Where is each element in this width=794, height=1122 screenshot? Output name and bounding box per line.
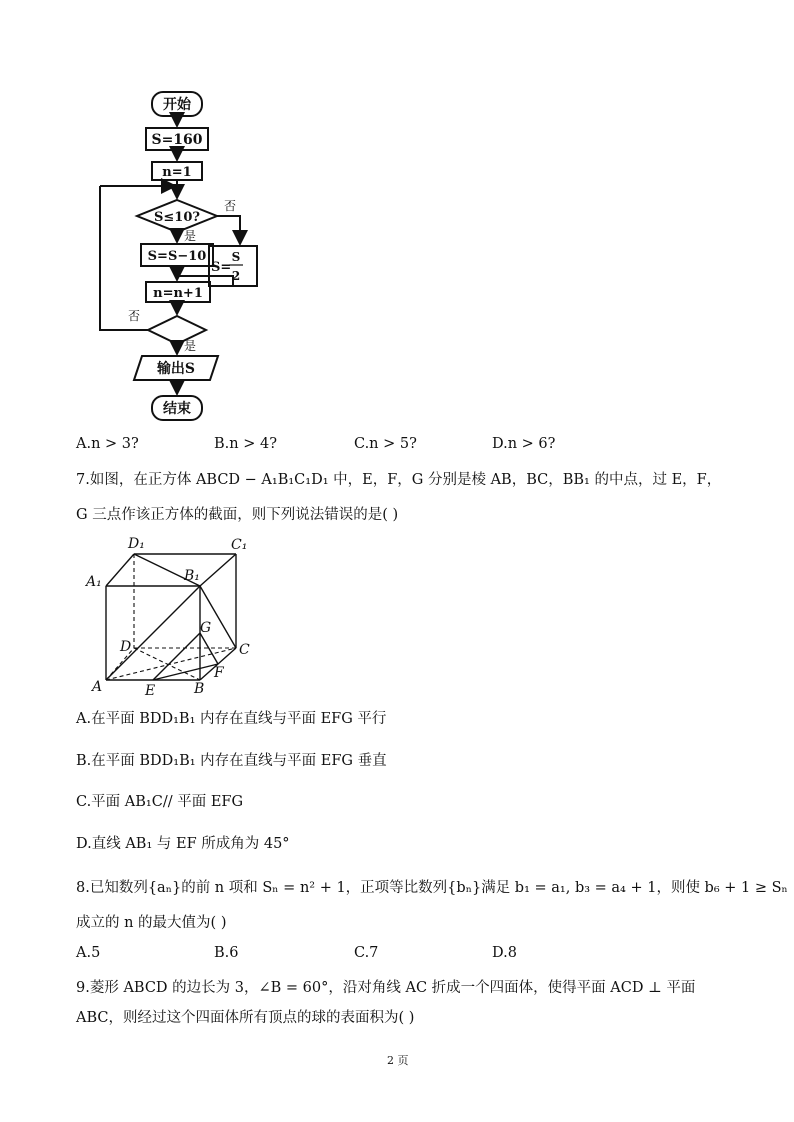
q6-option-b: B.n > 4? <box>214 436 277 452</box>
start-label: 开始 <box>163 97 191 113</box>
label-a: A <box>92 679 103 695</box>
label-a1: A₁ <box>86 574 102 590</box>
label-b1: B₁ <box>184 568 200 584</box>
q8-option-c: C.7 <box>354 945 379 961</box>
proc-div-den: 2 <box>231 269 241 283</box>
init-n-label: n=1 <box>162 165 192 180</box>
diag-a-b1 <box>106 586 200 680</box>
inc-label: n=n+1 <box>153 286 203 301</box>
q7-option-a: A.在平面 BDD₁B₁ 内存在直线与平面 EFG 平行 <box>76 711 387 727</box>
yes1-label: 是 <box>184 229 197 243</box>
proc-div-left: S= <box>211 260 232 275</box>
q9-stem-line1: 9.菱形 ABCD 的边长为 3，∠B = 60°，沿对角线 AC 折成一个四面体，使得平面 ACD ⊥ 平面 <box>76 980 696 996</box>
q7-stem-line2: G 三点作该正方体的截面，则下列说法错误的是( ) <box>76 507 399 523</box>
q7-option-b: B.在平面 BDD₁B₁ 内存在直线与平面 EFG 垂直 <box>76 753 387 769</box>
flowchart <box>90 86 260 426</box>
q6-option-a: A.n > 3? <box>76 436 139 452</box>
seg-e-g <box>153 633 200 680</box>
init-s-label: S=160 <box>151 132 203 148</box>
q8-option-b: B.6 <box>214 945 239 961</box>
end-label: 结束 <box>163 401 191 417</box>
output-label: 输出S <box>156 361 196 377</box>
seg-g-f <box>200 633 218 664</box>
q6-option-c: C.n > 5? <box>354 436 417 452</box>
q8-option-d: D.8 <box>492 945 517 961</box>
diag-d-b <box>134 648 200 680</box>
q7-option-c: C.平面 AB₁C// 平面 EFG <box>76 794 244 810</box>
yes2-label: 是 <box>184 339 197 353</box>
label-d: D <box>120 639 132 655</box>
q7-stem-line1: 7.如图，在正方体 ABCD − A₁B₁C₁D₁ 中，E，F，G 分别是棱 AB，BC，BB₁ 的中点，过 E，F， <box>76 472 722 488</box>
proc-div-num: S <box>231 250 241 264</box>
label-c: C <box>239 642 250 658</box>
edge-c1-b1 <box>200 554 236 586</box>
q8-stem-line2: 成立的 n 的最大值为( ) <box>76 915 227 931</box>
page-number: 2 页 <box>387 1054 409 1067</box>
cond1-label: S≤10? <box>154 210 200 225</box>
label-g: G <box>200 620 212 636</box>
label-c1: C₁ <box>231 537 248 553</box>
cube-figure <box>84 534 254 698</box>
q8-option-a: A.5 <box>76 945 101 961</box>
label-d1: D₁ <box>128 536 145 552</box>
proc-sub-label: S=S−10 <box>147 249 207 264</box>
label-b: B <box>194 681 205 697</box>
no2-label: 否 <box>128 309 141 323</box>
q6-option-d: D.n > 6? <box>492 436 556 452</box>
label-e: E <box>145 683 156 698</box>
q9-stem-line2: ABC，则经过这个四面体所有顶点的球的表面积为( ) <box>76 1010 415 1026</box>
edge-a1-d1 <box>106 554 134 586</box>
label-f: F <box>214 665 224 681</box>
q8-stem-line1: 8.已知数列{aₙ}的前 n 项和 Sₙ = n² + 1，正项等比数列{bₙ}满足 b₁ = a₁, b₃ = a₄ + 1，则使 b₆ + 1 ≥ Sₙ <box>76 880 788 896</box>
cond-diamond-2 <box>148 316 206 344</box>
no1-label: 否 <box>224 199 237 213</box>
q7-option-d: D.直线 AB₁ 与 EF 所成角为 45° <box>76 836 290 852</box>
diag-b1-c <box>200 586 236 648</box>
